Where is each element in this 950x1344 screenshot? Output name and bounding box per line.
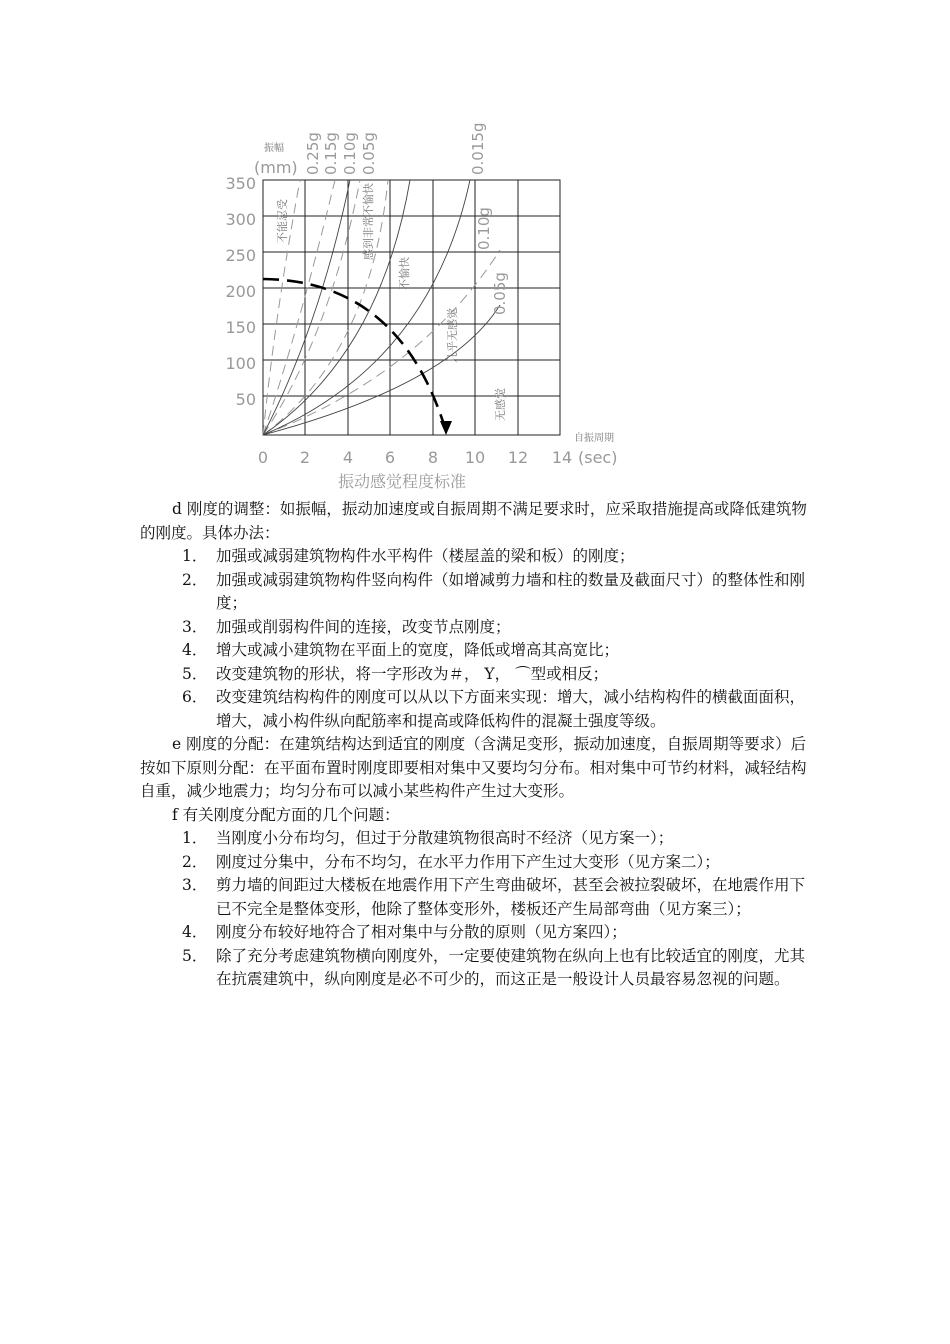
svg-text:(mm): (mm) (254, 158, 298, 177)
svg-text:振幅: 振幅 (264, 143, 284, 154)
y-tick: 300 (225, 210, 256, 229)
zone-labels (275, 183, 507, 421)
x-tick: 8 (427, 448, 439, 467)
svg-text:0.15g: 0.15g (322, 132, 340, 175)
section-d-intro: d 刚度的调整：如振幅，振动加速度或自振周期不满足要求时，应采取措施提高或降低建筑物的刚度。具体办法： (140, 500, 807, 542)
x-tick: 0 (257, 448, 269, 467)
list-item: 2． 刚度过分集中，分布不均匀，在水平力作用下产生过大变形（见方案二）； (182, 852, 720, 871)
section-f-intro: f 有关刚度分配方面的几个问题： (172, 805, 400, 824)
x-tick: 14 (551, 448, 573, 467)
svg-text:不愉快: 不愉快 (398, 257, 411, 290)
list-item: 1． 当刚度小分布均匀，但过于分散建筑物很高时不经济（见方案一）； (182, 829, 674, 847)
svg-text:感到非常不愉快: 感到非常不愉快 (362, 183, 375, 260)
x-tick: 4 (342, 448, 354, 467)
list-item: 3． 剪力墙的间距过大楼板在地震作用下产生弯曲破坏，甚至会被拉裂破坏，在地震作用下已不完全是整体变形，他除了整体变形外，楼板还产生局部弯曲（见方案三）； (182, 876, 806, 918)
acceleration-curves-solid (263, 180, 500, 435)
svg-text:自振周期: 自振周期 (574, 433, 614, 444)
y-tick: 250 (225, 246, 256, 265)
acceleration-curves-dashed (263, 180, 500, 435)
svg-text:0.05g: 0.05g (360, 132, 378, 175)
list-item: 3． 加强或削弱构件间的连接，改变节点刚度； (182, 617, 511, 636)
boundary-curve (263, 279, 452, 435)
x-tick: 2 (299, 448, 311, 467)
y-tick: 150 (225, 318, 256, 337)
svg-text:0.25g: 0.25g (304, 132, 322, 175)
x-tick: 12 (507, 448, 529, 467)
document-body (140, 498, 812, 992)
x-tick: 10 (464, 448, 486, 467)
y-tick: 100 (225, 354, 256, 373)
list-item: 4． 增大或减小建筑物在平面上的宽度，降低或增高其高宽比； (182, 641, 620, 659)
x-axis-labels (258, 431, 618, 491)
list-item: 2． 加强或减弱建筑物构件竖向构件（如增减剪力墙和柱的数量及截面尺寸）的整体性和刚度； (182, 570, 806, 612)
chart-grid (263, 180, 560, 435)
vibration-perception-chart (200, 115, 640, 495)
curve-labels-right (475, 207, 509, 315)
list-item: 5． 除了充分考虑建筑物横向刚度外，一定要使建筑物在纵向上也有比较适宜的刚度，尤其在抗震建筑中，纵向刚度是必不可少的，而这正是一般设计人员最容易忽视的问题。 (182, 946, 806, 988)
y-tick: 200 (225, 282, 256, 301)
list-item: 1． 加强或减弱建筑物构件水平构件（楼屋盖的梁和板）的刚度； (182, 547, 635, 565)
svg-text:0.015g: 0.015g (469, 122, 487, 175)
list-item: 6． 改变建筑结构构件的刚度可以从以下方面来实现：增大，减小结构构件的横截面面积，增大，减小构件纵向配筋率和提高或降低构件的混凝土强度等级。 (182, 688, 806, 730)
chart-caption: 振动感觉程度标准 (338, 472, 467, 491)
svg-text:不能忍受: 不能忍受 (276, 199, 289, 243)
list-item: 5． 改变建筑物的形状，将一字形改为＃， Y， ⌒型或相反； (182, 664, 609, 683)
svg-text:0.05g: 0.05g (491, 272, 509, 315)
y-tick: 50 (235, 390, 256, 409)
curve-labels-top (304, 123, 487, 175)
svg-text:0.10g: 0.10g (341, 132, 359, 175)
svg-text:无感觉: 无感觉 (494, 388, 507, 421)
y-axis-labels (225, 141, 297, 409)
section-e-intro: e 刚度的分配：在建筑结构达到适宜的刚度（含满足变形，振动加速度，自振周期等要求）后按如下原则分配：在平面布置时刚度即要相对集中又要均匀分布。相对集中可节约材料，减轻结构自重，减少地震力；均匀分布可以减小某些构件产生过大变形。 (140, 735, 807, 800)
svg-text:几乎无感觉: 几乎无感觉 (446, 308, 459, 363)
svg-text:(sec): (sec) (578, 448, 618, 467)
y-tick: 350 (225, 174, 256, 193)
list-item: 4． 刚度分布较好地符合了相对集中与分散的原则（见方案四）； (182, 923, 627, 941)
x-tick: 6 (384, 448, 396, 467)
svg-text:0.10g: 0.10g (475, 207, 493, 250)
